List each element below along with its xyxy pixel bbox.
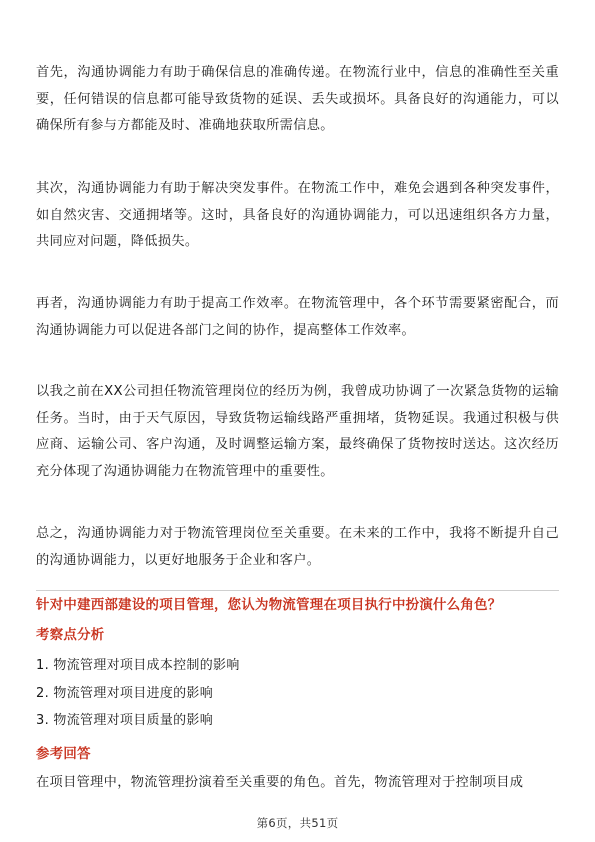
- list-item: 3. 物流管理对项目质量的影响: [36, 713, 214, 728]
- body-paragraph: 以我之前在XX公司担任物流管理岗位的经历为例，我曾成功协调了一次紧急货物的运输任务。当时，由于天气原因，导致货物运输线路严重拥堵，货物延误。我通过积极与供应商、运输公司、客户沟通，及时调整运输方案，最终确保了货物按时送达。这次经历充分体现了沟通协调能力在物流管理中的重要性。: [36, 384, 559, 479]
- body-paragraph: 其次，沟通协调能力有助于解决突发事件。在物流工作中，难免会遇到各种突发事件，如自然灾害、交通拥堵等。这时，具备良好的沟通协调能力，可以迅速组织各方力量，共同应对问题，降低损失。: [36, 181, 559, 249]
- answer-heading: 参考回答: [36, 747, 91, 762]
- list-item: 1. 物流管理对项目成本控制的影响: [36, 658, 240, 673]
- body-paragraph: 再者，沟通协调能力有助于提高工作效率。在物流管理中，各个环节需要紧密配合，而沟通协调能力可以促进各部门之间的协作，提高整体工作效率。: [36, 296, 559, 338]
- page-number: 第6页，共51页: [256, 816, 339, 830]
- interview-question: 针对中建西部建设的项目管理，您认为物流管理在项目执行中扮演什么角色？: [36, 598, 502, 613]
- answer-paragraph: 在项目管理中，物流管理扮演着至关重要的角色。首先，物流管理对于控制项目成: [36, 775, 524, 790]
- body-paragraph: 首先，沟通协调能力有助于确保信息的准确传递。在物流行业中，信息的准确性至关重要，任何错误的信息都可能导致货物的延误、丢失或损坏。具备良好的沟通能力，可以确保所有参与方都能及时、准确地获取所需信息。: [36, 65, 559, 133]
- analysis-heading: 考察点分析: [36, 628, 105, 643]
- section-divider: [36, 590, 559, 591]
- body-paragraph: 总之，沟通协调能力对于物流管理岗位至关重要。在未来的工作中，我将不断提升自己的沟通协调能力，以更好地服务于企业和客户。: [36, 526, 559, 568]
- list-item: 2. 物流管理对项目进度的影响: [36, 685, 214, 701]
- analysis-points-list: [36, 652, 559, 735]
